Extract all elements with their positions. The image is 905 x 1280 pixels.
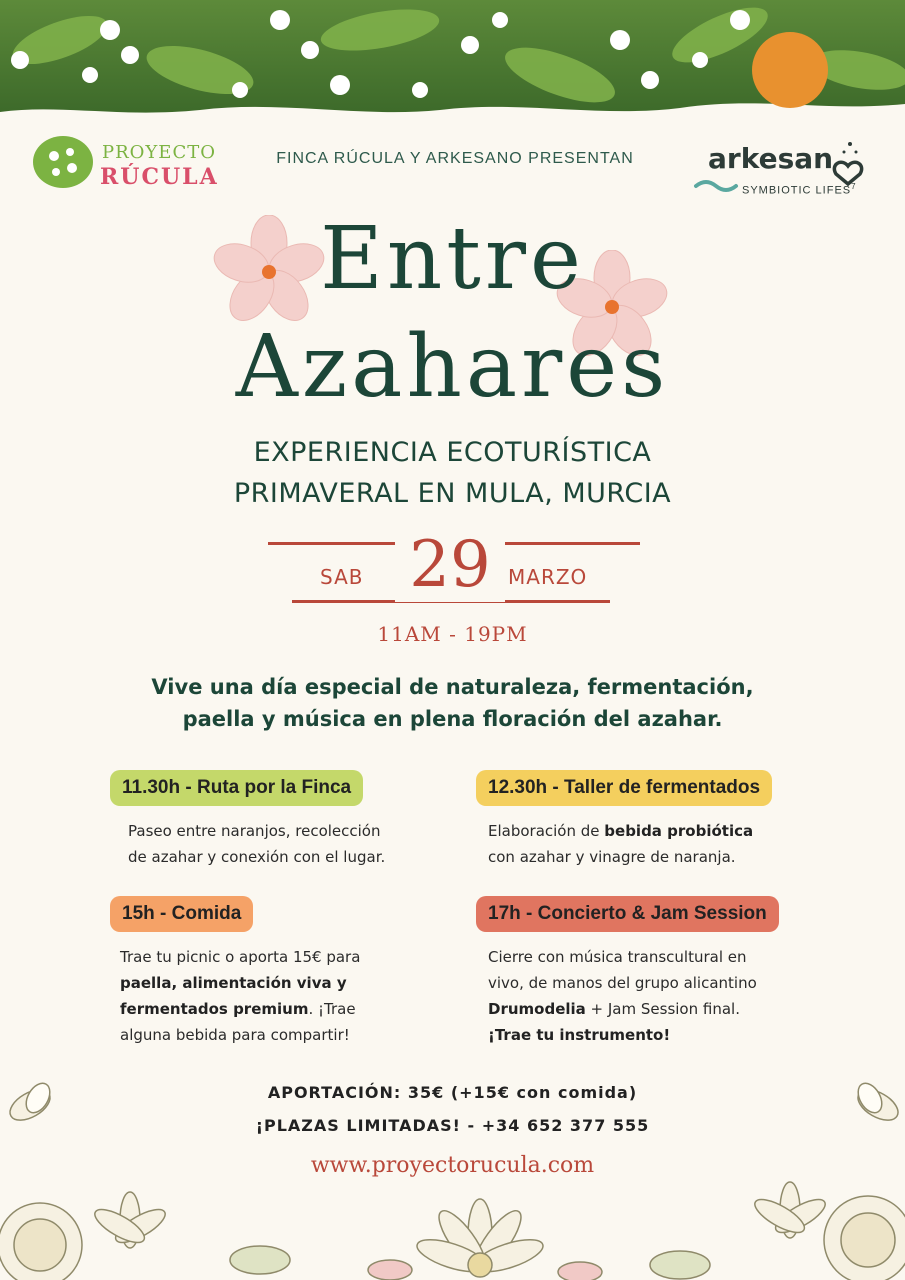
description-line bbox=[120, 944, 440, 970]
logo-right-name: arkesan bbox=[708, 142, 834, 175]
intro-line2: paella y música en plena floración del azahar. bbox=[182, 707, 723, 731]
text: . ¡Trae bbox=[308, 1000, 356, 1018]
website-link[interactable]: www.proyectorucula.com bbox=[310, 1153, 595, 1178]
date-number: 29 bbox=[395, 528, 505, 602]
presenter-line: FINCA RÚCULA Y ARKESANO PRESENTAN bbox=[276, 150, 634, 167]
text: Trae tu picnic o aporta 15€ para bbox=[120, 948, 361, 966]
schedule-item bbox=[110, 896, 440, 1048]
logo-left-line2: RÚCULA bbox=[100, 164, 219, 190]
description-line bbox=[128, 818, 440, 844]
header bbox=[0, 122, 905, 202]
price-line: APORTACIÓN: 35€ (+15€ con comida) bbox=[267, 1083, 638, 1102]
subtitle-line2: PRIMAVERAL EN MULA, MURCIA bbox=[233, 478, 672, 509]
description-line bbox=[120, 1022, 440, 1048]
text: + Jam Session final. bbox=[585, 1000, 740, 1018]
heart-icon bbox=[834, 162, 861, 184]
bold-text: Drumodelia bbox=[488, 1000, 586, 1018]
bold-text: ¡Trae tu instrumento! bbox=[488, 1026, 671, 1044]
subtitle-line1: EXPERIENCIA ECOTURÍSTICA bbox=[253, 437, 652, 468]
description-line bbox=[488, 818, 806, 844]
proyecto-rucula-logo bbox=[30, 130, 220, 190]
bold-text: paella, alimentación viva y bbox=[120, 974, 347, 992]
schedule-time-label: 11.30h - Ruta por la Finca bbox=[110, 770, 363, 806]
schedule-item bbox=[476, 770, 806, 870]
logo-right-tag: SYMBIOTIC LIFES$^7$ bbox=[742, 182, 857, 197]
schedule-time-label: 12.30h - Taller de fermentados bbox=[476, 770, 772, 806]
schedule-time-label: 17h - Concierto & Jam Session bbox=[476, 896, 779, 932]
schedule-time-label: 15h - Comida bbox=[110, 896, 253, 932]
schedule-description bbox=[476, 818, 806, 870]
title-area bbox=[0, 205, 905, 435]
event-hours: 11AM - 19PM bbox=[377, 622, 528, 646]
date-day: SAB bbox=[320, 565, 364, 589]
title-line1: Entre bbox=[320, 209, 585, 309]
bold-text: fermentados premium bbox=[120, 1000, 309, 1018]
text: alguna bebida para compartir! bbox=[120, 1026, 350, 1044]
schedule-item bbox=[110, 770, 440, 870]
text: Elaboración de bbox=[488, 822, 605, 840]
description-line bbox=[120, 996, 440, 1022]
orange-blossom-photo bbox=[0, 0, 905, 122]
description-line bbox=[488, 1022, 806, 1048]
schedule-description bbox=[110, 944, 440, 1048]
text: Paseo entre naranjos, recolección bbox=[128, 822, 381, 840]
bold-text: bebida probiótica bbox=[604, 822, 754, 840]
text: vivo, de manos del grupo alicantino bbox=[488, 974, 757, 992]
description-line bbox=[128, 844, 440, 870]
description-line bbox=[120, 970, 440, 996]
description-line bbox=[488, 996, 806, 1022]
date-month: MARZO bbox=[508, 565, 588, 589]
schedule-description bbox=[476, 944, 806, 1048]
rucula-leaf-icon bbox=[30, 130, 100, 190]
schedule-item bbox=[476, 896, 806, 1048]
text: Cierre con música transcultural en bbox=[488, 948, 747, 966]
logo-left-line1: PROYECTO bbox=[102, 142, 216, 163]
title-line2: Azahares bbox=[235, 317, 670, 417]
text: con azahar y vinagre de naranja. bbox=[488, 848, 736, 866]
wave-icon bbox=[696, 182, 736, 190]
schedule-description bbox=[110, 818, 440, 870]
arkesano-logo bbox=[690, 132, 880, 198]
intro-line1: Vive una día especial de naturaleza, fermentación, bbox=[151, 675, 754, 699]
text: de azahar y conexión con el lugar. bbox=[128, 848, 386, 866]
description-line bbox=[488, 844, 806, 870]
description-line bbox=[488, 970, 806, 996]
contact-line: ¡PLAZAS LIMITADAS! - +34 652 377 555 bbox=[255, 1116, 650, 1135]
event-date bbox=[260, 530, 645, 620]
description-line bbox=[488, 944, 806, 970]
